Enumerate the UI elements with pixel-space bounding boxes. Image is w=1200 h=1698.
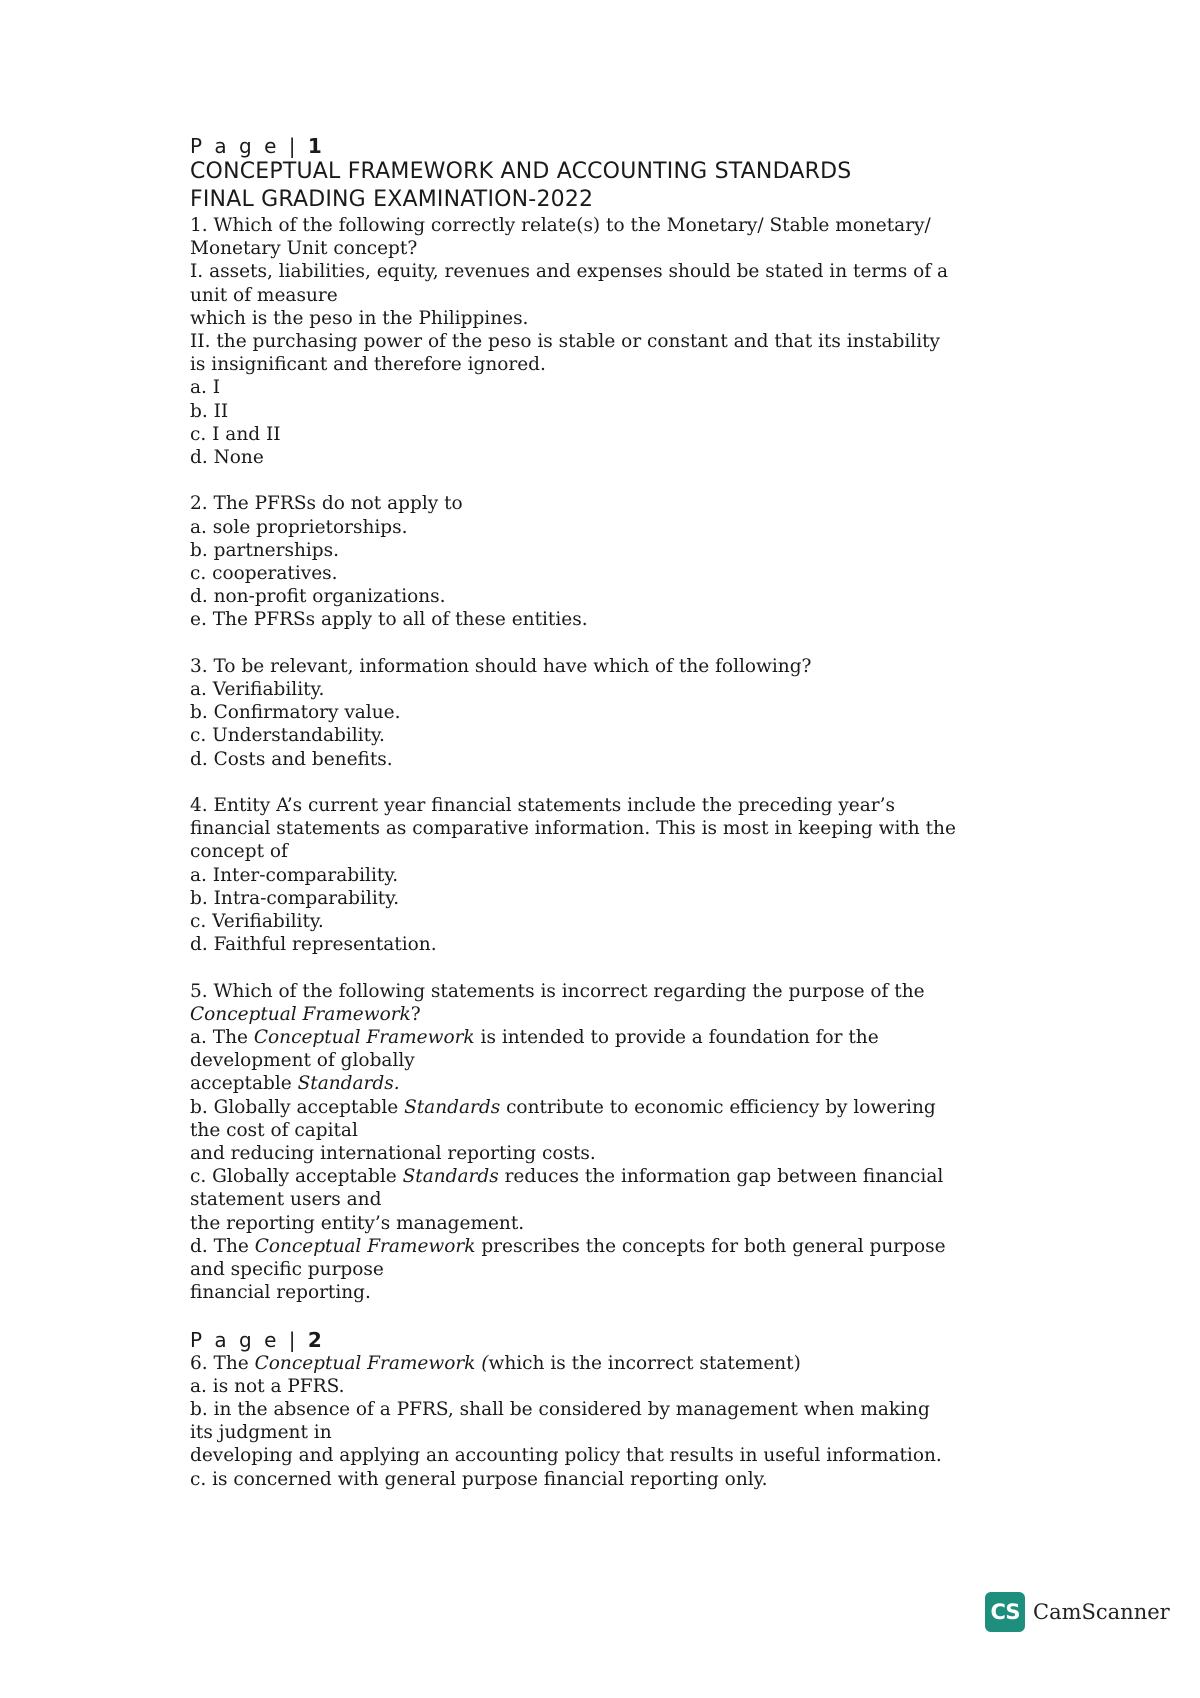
text-run: contribute to economic efficiency by lowering xyxy=(500,1096,936,1118)
document-title: CONCEPTUAL FRAMEWORK AND ACCOUNTING STANDARDS xyxy=(190,159,852,184)
italic-term: Conceptual Framework ( xyxy=(254,1352,489,1374)
question-text xyxy=(190,1003,1040,1026)
answer-option-cont: and specific purpose xyxy=(190,1259,384,1281)
text-run: d. The xyxy=(190,1235,255,1257)
answer-option: b. Intra-comparability. xyxy=(190,887,400,909)
question-text: financial statements as comparative information. This is most in keeping with the xyxy=(190,818,956,840)
answer-option: b. II xyxy=(190,400,229,422)
question-text: 1. Which of the following correctly relate(s) to the Monetary/ Stable monetary/ xyxy=(190,215,931,236)
answer-option: b. partnerships. xyxy=(190,539,340,561)
answer-option: a. sole proprietorships. xyxy=(190,516,408,538)
answer-option: d. non-profit organizations. xyxy=(190,586,446,608)
text-run: reduces the information gap between financial xyxy=(498,1166,944,1188)
text-run: b. Globally acceptable xyxy=(190,1096,405,1118)
question-4 xyxy=(190,794,1040,956)
question-text: I. assets, liabilities, equity, revenues and expenses should be stated in terms of a xyxy=(190,261,949,283)
answer-option-cont: the reporting entity’s management. xyxy=(190,1212,525,1234)
answer-option-cont: development of globally xyxy=(190,1050,415,1072)
answer-option-cont: and reducing international reporting costs. xyxy=(190,1143,596,1165)
answer-option xyxy=(190,1026,1040,1049)
answer-option-cont: the cost of capital xyxy=(190,1119,358,1141)
answer-option: c. I and II xyxy=(190,423,281,445)
question-6 xyxy=(190,1352,1040,1491)
question-5 xyxy=(190,980,1040,1305)
question-2 xyxy=(190,492,1040,631)
question-3 xyxy=(190,655,1040,771)
question-text: unit of measure xyxy=(190,284,338,306)
question-text: Monetary Unit concept? xyxy=(190,238,418,260)
answer-option: a. I xyxy=(190,377,221,399)
answer-option: a. Inter-comparability. xyxy=(190,864,399,886)
question-1 xyxy=(190,214,1040,469)
answer-option-cont: financial reporting. xyxy=(190,1282,371,1304)
answer-option: a. is not a PFRS. xyxy=(190,1375,345,1397)
italic-term: Conceptual Framework xyxy=(253,1027,475,1049)
page-number: 2 xyxy=(307,1327,322,1352)
question-text: II. the purchasing power of the peso is stable or constant and that its instability xyxy=(190,331,940,353)
answer-option: b. Confirmatory value. xyxy=(190,702,401,724)
answer-option: b. in the absence of a PFRS, shall be considered by management when making xyxy=(190,1399,930,1421)
answer-option-cont: its judgment in xyxy=(190,1422,332,1444)
answer-option-cont: statement users and xyxy=(190,1189,382,1211)
page-number: 1 xyxy=(307,134,322,158)
page-label-1 xyxy=(190,134,1040,158)
text-run: prescribes the concepts for both general purpose xyxy=(475,1235,946,1257)
page-label-prefix: P a g e | xyxy=(190,1327,308,1352)
answer-option: d. None xyxy=(190,447,264,469)
italic-term: Standards xyxy=(404,1096,501,1118)
answer-option: c. Verifiability. xyxy=(190,911,324,933)
question-text: is insignificant and therefore ignored. xyxy=(190,354,546,376)
answer-option: c. cooperatives. xyxy=(190,563,338,585)
text-run: is intended to provide a foundation for the xyxy=(474,1027,879,1049)
camscanner-logo-icon: CS xyxy=(985,1592,1025,1632)
italic-term: Standards. xyxy=(297,1073,400,1095)
answer-option xyxy=(190,1165,1040,1188)
answer-option: c. is concerned with general purpose financial reporting only. xyxy=(190,1468,768,1490)
question-text: 3. To be relevant, information should have which of the following? xyxy=(190,655,812,677)
answer-option: a. Verifiability. xyxy=(190,679,325,701)
question-text xyxy=(190,1352,1040,1375)
italic-term: Conceptual Framework xyxy=(190,1003,411,1025)
text-run: c. Globally acceptable xyxy=(190,1166,403,1188)
answer-option: c. Understandability. xyxy=(190,725,385,747)
camscanner-watermark xyxy=(985,1592,1170,1632)
question-text: 5. Which of the following statements is incorrect regarding the purpose of the xyxy=(190,980,925,1002)
page-label-2 xyxy=(190,1328,1040,1352)
document-subtitle: FINAL GRADING EXAMINATION-2022 xyxy=(190,187,594,212)
answer-option: e. The PFRSs apply to all of these entities. xyxy=(190,609,588,631)
answer-option: d. Faithful representation. xyxy=(190,934,437,956)
text-run: acceptable xyxy=(190,1073,298,1095)
question-text: concept of xyxy=(190,841,288,863)
answer-option xyxy=(190,1235,1040,1258)
text-run: 6. The xyxy=(190,1352,255,1374)
answer-option-cont: developing and applying an accounting policy that results in useful information. xyxy=(190,1445,942,1467)
question-text: which is the peso in the Philippines. xyxy=(190,307,529,329)
page-label-prefix: P a g e | xyxy=(190,134,308,158)
answer-option xyxy=(190,1096,1040,1119)
answer-option-cont xyxy=(190,1072,1040,1095)
text-run: ? xyxy=(410,1003,421,1025)
question-text: 4. Entity A’s current year financial statements include the preceding year’s xyxy=(190,795,895,817)
question-text: 2. The PFRSs do not apply to xyxy=(190,493,463,515)
italic-term: Conceptual Framework xyxy=(254,1235,476,1257)
italic-term: Standards xyxy=(402,1166,499,1188)
text-run: a. The xyxy=(190,1027,254,1049)
camscanner-text: CamScanner xyxy=(1033,1600,1170,1624)
answer-option: d. Costs and benefits. xyxy=(190,748,393,770)
document-body xyxy=(190,134,1040,1491)
text-run: which is the incorrect statement) xyxy=(488,1352,801,1374)
